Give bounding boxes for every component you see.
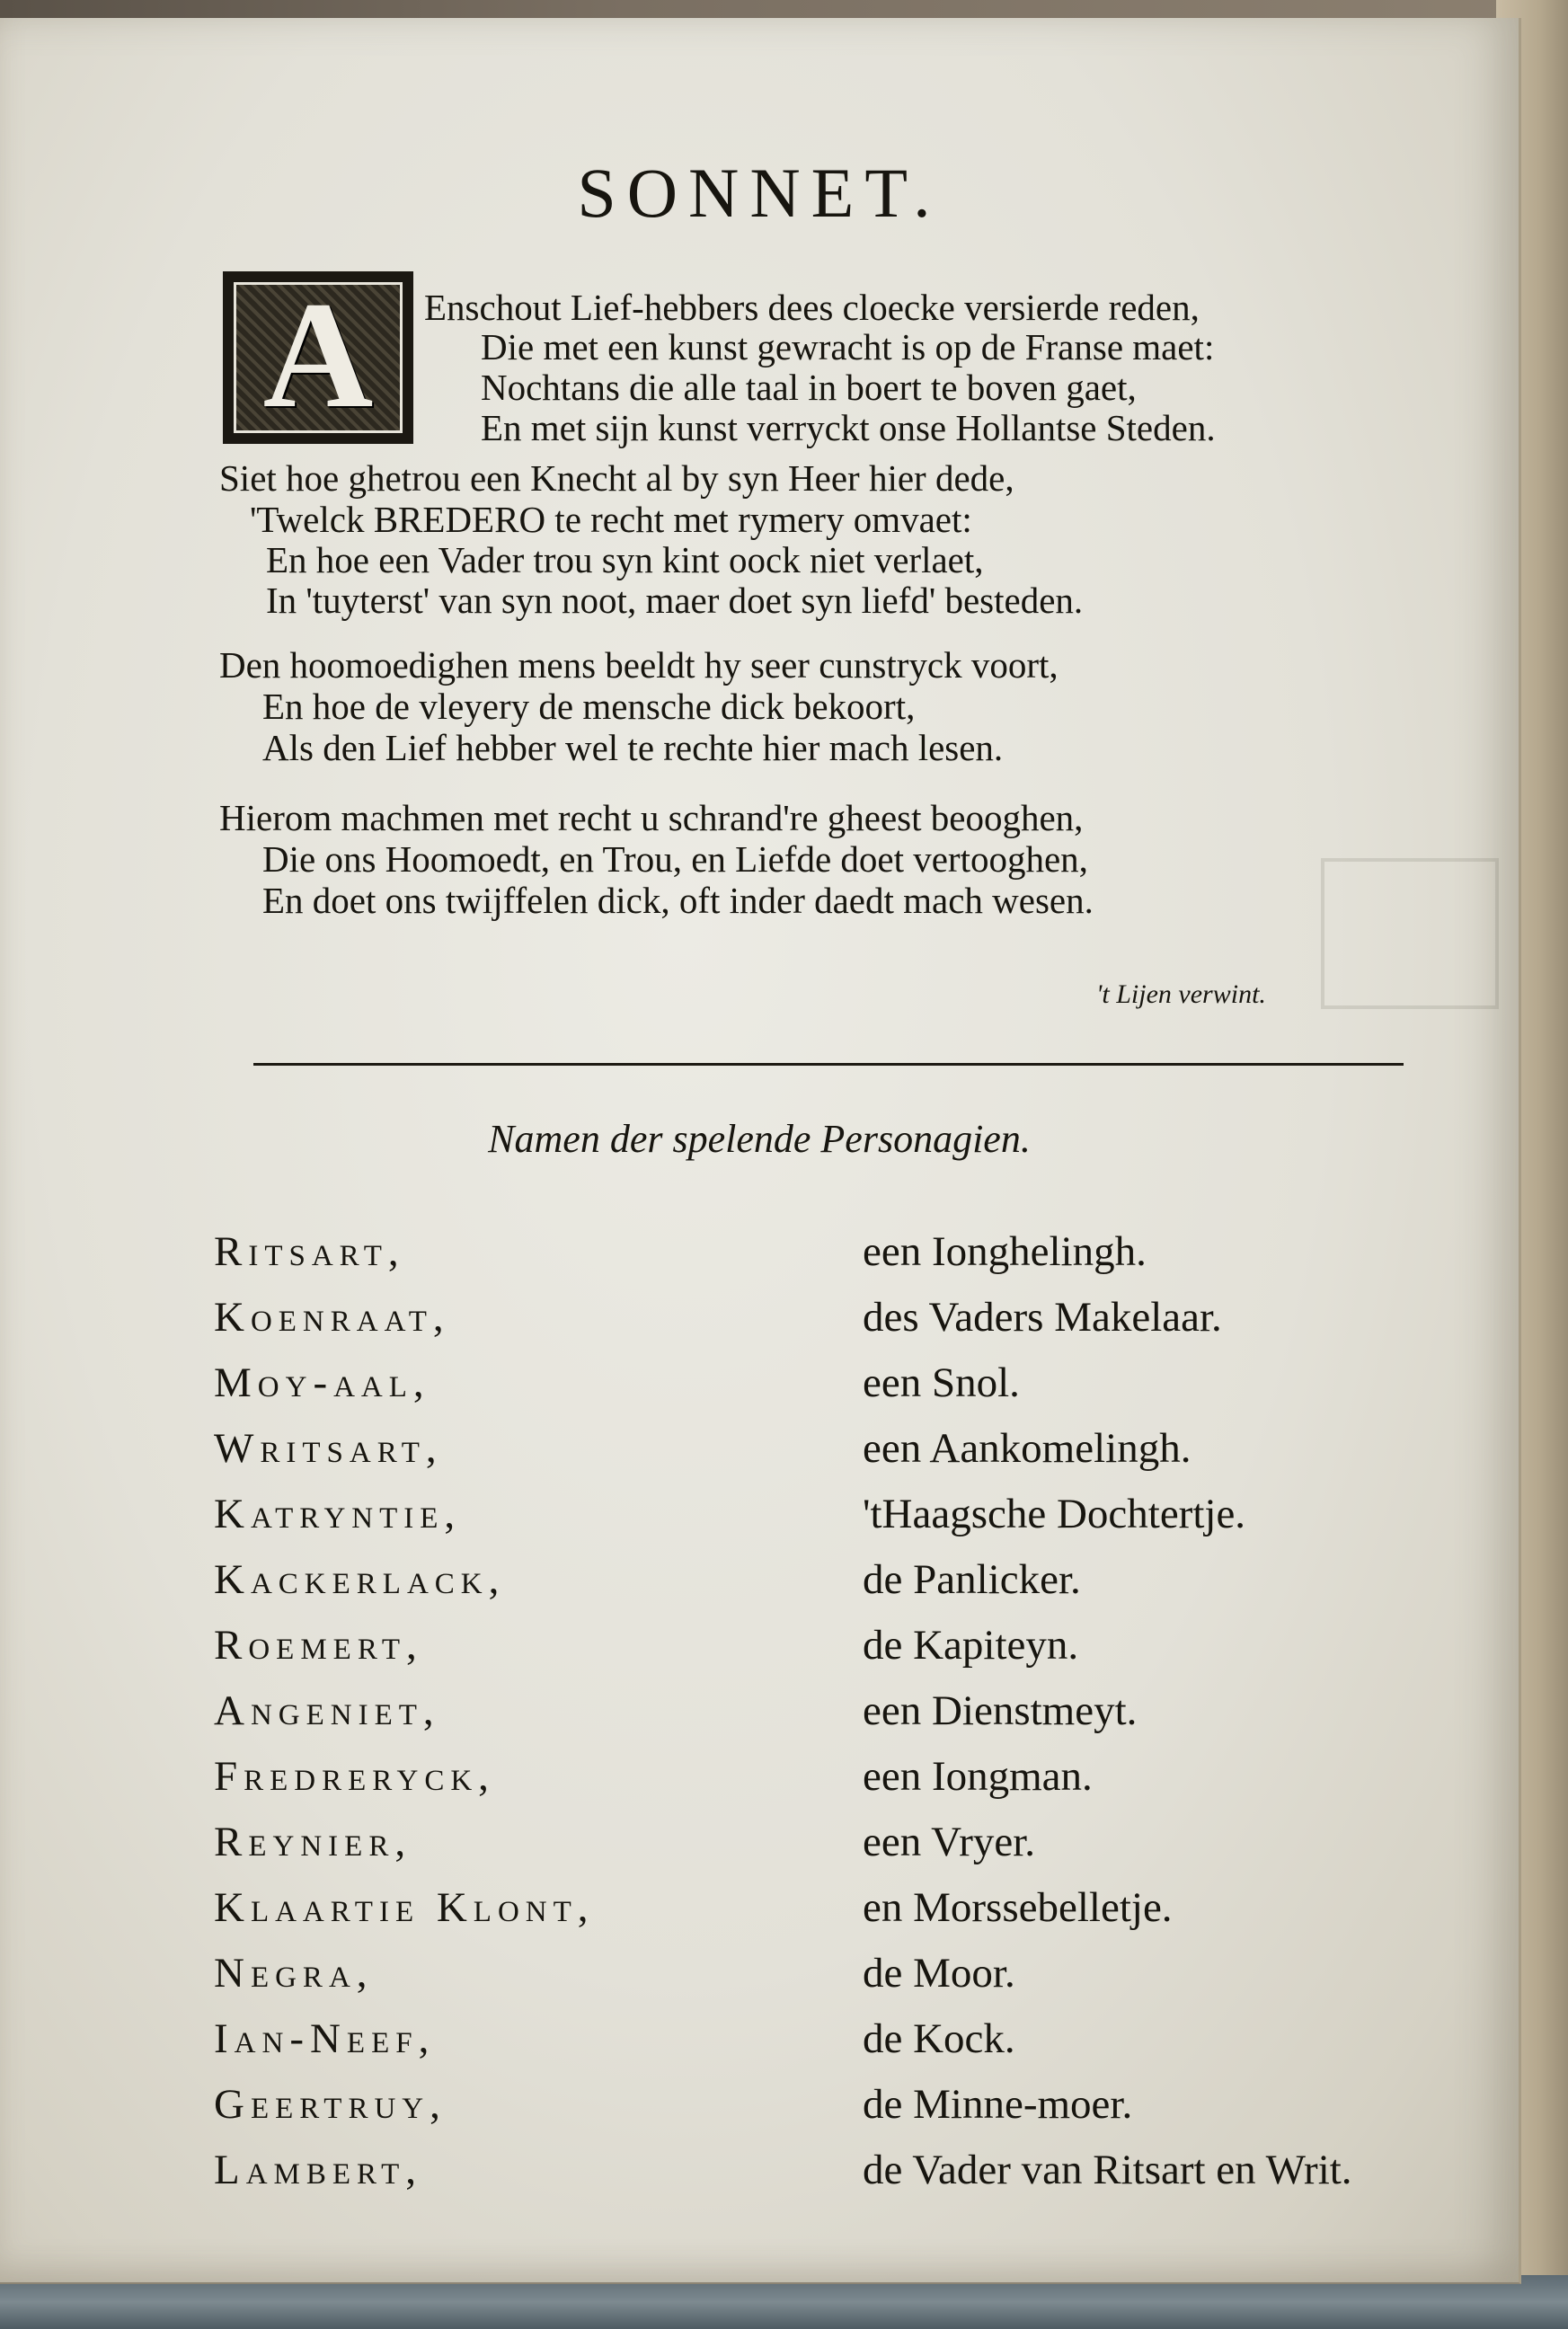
cast-role: een Ionghelingh. (863, 1228, 1147, 1275)
cast-name: Kackerlack, (214, 1556, 506, 1603)
cast-role: de Panlicker. (863, 1556, 1081, 1603)
divider-rule (253, 1063, 1404, 1066)
cast-role: de Vader van Ritsart en Writ. (863, 2147, 1352, 2193)
cast-role: des Vaders Makelaar. (863, 1294, 1222, 1341)
stanza-1-line-1: Enschout Lief-hebbers dees cloecke versierde reden, (424, 287, 1200, 328)
stanza-4-line-1: Hierom machmen met recht u schrand're gheest beooghen, (219, 797, 1084, 838)
cast-role: de Moor. (863, 1950, 1015, 1997)
cast-name: Klaartie Klont, (214, 1884, 595, 1931)
stanza-2-line-2: 'Twelck BREDERO te recht met rymery omvaet: (250, 499, 972, 540)
cast-name: Moy-aal, (214, 1359, 430, 1406)
cast-name: Lambert, (214, 2147, 422, 2193)
cast-role: een Aankomelingh. (863, 1425, 1192, 1472)
decorated-initial (223, 271, 413, 444)
stanza-3-line-3: Als den Lief hebber wel te rechte hier mach lesen. (262, 727, 1004, 768)
cast-name: Reynier, (214, 1819, 412, 1865)
cast-role: en Morssebelletje. (863, 1884, 1173, 1931)
stanza-1-line-4: En met sijn kunst verryckt onse Hollantse Steden. (481, 407, 1216, 448)
stanza-2-line-4: In 'tuyterst' van syn noot, maer doet syn liefd' besteden. (266, 580, 1084, 621)
cast-name: Ian-Neef, (214, 2015, 436, 2062)
show-through-initial (1321, 858, 1499, 1009)
initial-letter: A (262, 270, 374, 439)
cast-name: Koenraat, (214, 1294, 450, 1341)
motto: 't Lijen verwint. (1096, 979, 1266, 1009)
cast-name: Roemert, (214, 1622, 423, 1669)
book-page (0, 18, 1521, 2284)
cast-name: Writsart, (214, 1425, 443, 1472)
cast-role: een Dienstmeyt. (863, 1687, 1138, 1734)
stanza-2-line-3: En hoe een Vader trou syn kint oock niet verlaet, (266, 539, 984, 580)
cast-role: de Kapiteyn. (863, 1622, 1079, 1669)
stanza-4-line-2: Die ons Hoomoedt, en Trou, en Liefde doet vertooghen, (262, 838, 1088, 880)
cast-heading: Namen der spelende Personagien. (488, 1117, 1031, 1161)
cast-role: een Snol. (863, 1359, 1020, 1406)
stanza-3-line-2: En hoe de vleyery de mensche dick bekoort, (262, 686, 916, 727)
stanza-2-line-1: Siet hoe ghetrou een Knecht al by syn Heer hier dede, (219, 457, 1014, 499)
stanza-4-line-3: En doet ons twijffelen dick, oft inder daedt mach wesen. (262, 880, 1094, 921)
cast-name: Katryntie, (214, 1491, 462, 1537)
cast-name: Angeniet, (214, 1687, 440, 1734)
cast-name: Negra, (214, 1950, 374, 1997)
cast-name: Fredreryck, (214, 1753, 495, 1800)
stanza-3-line-1: Den hoomoedighen mens beeldt hy seer cunstryck voort, (219, 644, 1059, 686)
cast-role: een Vryer. (863, 1819, 1036, 1865)
cast-role: 'tHaagsche Dochtertje. (863, 1491, 1246, 1537)
cast-role: de Minne-moer. (863, 2081, 1133, 2128)
cast-role: de Kock. (863, 2015, 1015, 2062)
cast-name: Geertruy, (214, 2081, 447, 2128)
stanza-1-line-3: Nochtans die alle taal in boert te boven gaet, (481, 367, 1137, 408)
stanza-1-line-2: Die met een kunst gewracht is op de Franse maet: (481, 326, 1215, 368)
page-title: SONNET. (577, 154, 942, 232)
cast-role: een Iongman. (863, 1753, 1093, 1800)
cast-name: Ritsart, (214, 1228, 405, 1275)
